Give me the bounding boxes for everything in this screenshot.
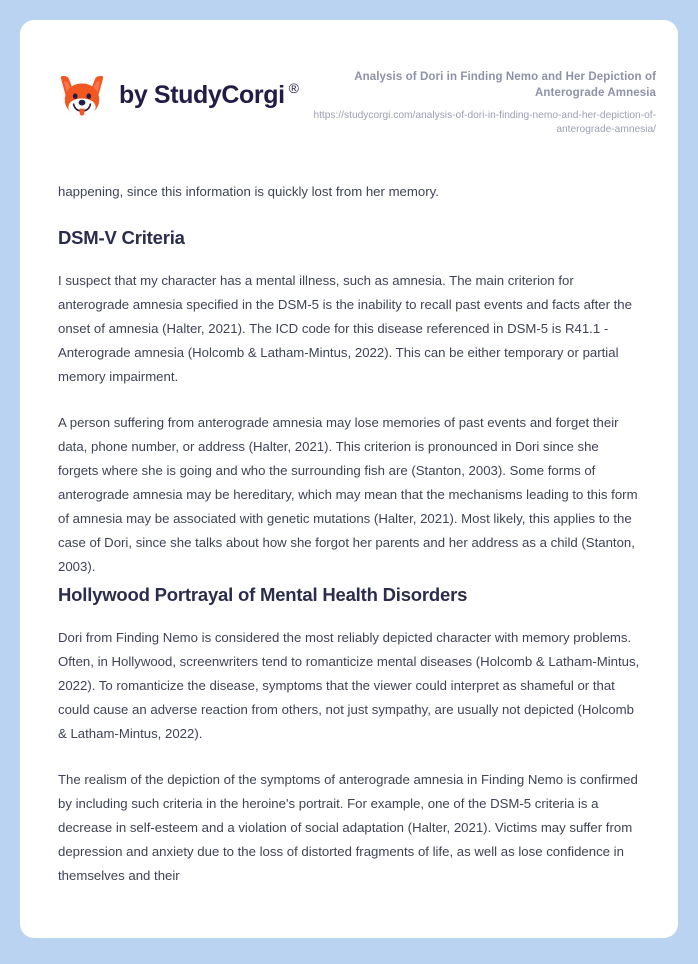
brand-wordmark [119, 79, 299, 109]
section-hollywood-portrayal [58, 583, 640, 888]
paragraph: I suspect that my character has a mental illness, such as amnesia. The main criterion for anterograde amnesia specified in the DSM-5 is the inability to recall past events and facts after the onset of amnesia (Halter, 2021). The ICD code for this disease referenced in DSM-5 is R41.1 - Anterograde amnesia (Holcomb & Latham-Mintus, 2022). This can be either temporary or partial memory impairment. [58, 272, 632, 384]
document-paper [20, 20, 678, 938]
section-dsm-v-criteria [58, 226, 640, 579]
continued-paragraph: happening, since this information is quickly lost from her memory. [58, 183, 439, 199]
document-url[interactable]: https://studycorgi.com/analysis-of-dori-in-finding-nemo-and-her-depiction-of-anterograde-amnesia/ [313, 109, 656, 136]
section-heading: Hollywood Portrayal of Mental Health Disorders [58, 583, 468, 605]
page-header [20, 20, 678, 138]
document-title: Analysis of Dori in Finding Nemo and Her Depiction of Anterograde Amnesia [354, 71, 656, 100]
paragraph: The realism of the depiction of the symptoms of anterograde amnesia in Finding Nemo is confirmed by including such criteria in the heroine's portrait. For example, one of the DSM-5 criteria is a decrease in self-esteem and a violation of social adaptation (Halter, 2021). Victims may suffer from depression and anxiety due to the loss of distorted fragments of life, as well as lose confidence in themselves and their [58, 771, 638, 883]
header-meta [311, 63, 656, 138]
paragraph: A person suffering from anterograde amnesia may lose memories of past events and forget their data, phone number, or address (Halter, 2021). This criterion is pronounced in Dori since she forgets where she is going and who the surrounding fish are (Stanton, 2003). Some forms of anterograde amnesia may be hereditary, which may mean that the mechanisms leading to this form of amnesia may be associated with genetic mutations (Halter, 2021). Most likely, this applies to the case of Dori, since she talks about how she forgot her parents and her address as a child (Stanton, 2003). [58, 414, 638, 574]
article-body [20, 180, 678, 888]
brand-text: by StudyCorgi [119, 80, 285, 109]
brand-lockup[interactable] [58, 63, 299, 119]
registered-trademark-icon: ® [288, 79, 299, 96]
corgi-head-icon [58, 71, 106, 119]
section-heading: DSM-V Criteria [58, 226, 185, 248]
paragraph: Dori from Finding Nemo is considered the most reliably depicted character with memory problems. Often, in Hollywood, screenwriters tend to romanticize mental diseases (Holcomb & Latham-Mintus, 2022). To romanticize the disease, symptoms that the viewer could interpret as shameful or that could cause an adverse reaction from others, not just sympathy, are usually not depicted (Holcomb & Latham-Mintus, 2022). [58, 629, 640, 741]
